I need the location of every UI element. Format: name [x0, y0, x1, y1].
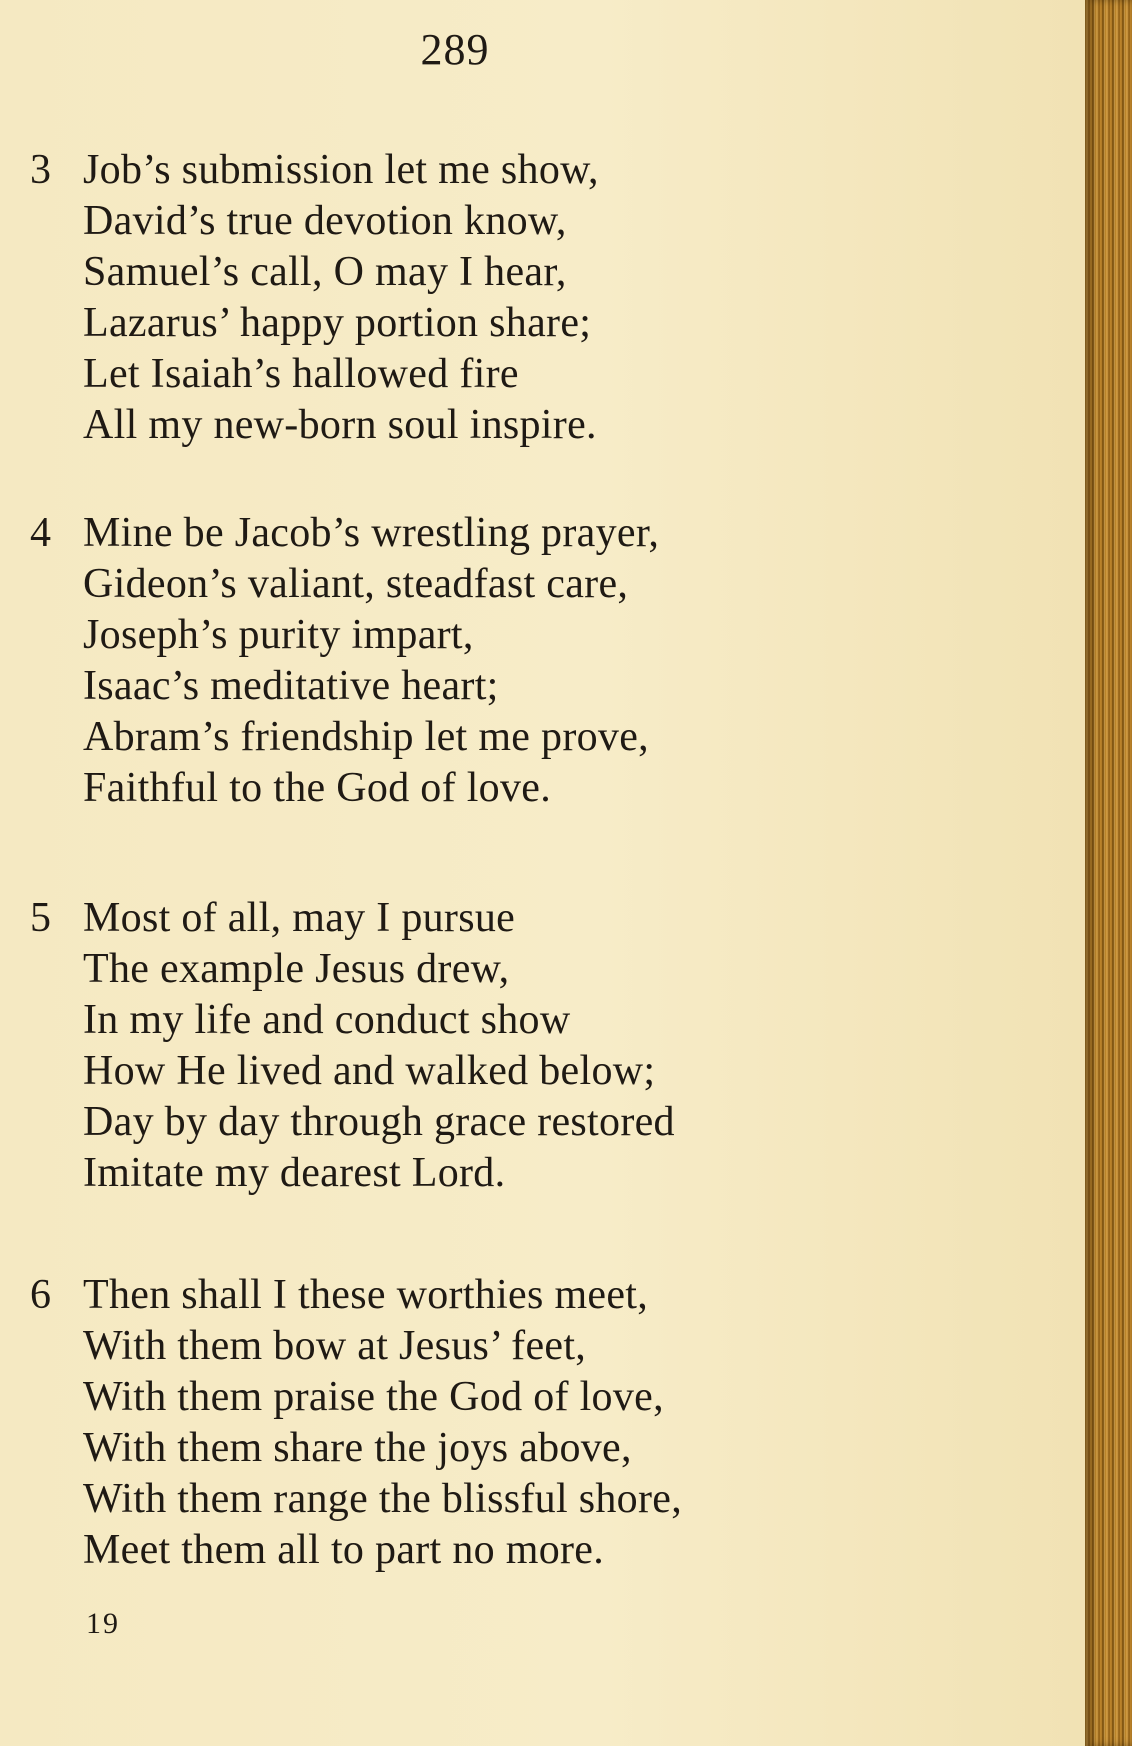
verse-line: Abram’s friendship let me prove, [83, 714, 649, 760]
verse-line: Most of all, may I pursue [83, 895, 516, 941]
verse-line: Mine be Jacob’s wrestling prayer, [83, 510, 660, 556]
verse-line: Let Isaiah’s hallowed fire [83, 351, 519, 397]
verse-lines [83, 893, 675, 1199]
verse-line: How He lived and walked below; [83, 1048, 656, 1094]
verse-line: All my new-born soul inspire. [83, 402, 597, 448]
verse-number: 4 [30, 510, 51, 556]
page-number: 289 [420, 25, 490, 74]
verse-line: The example Jesus drew, [83, 946, 510, 992]
verse-line: With them praise the God of love, [83, 1374, 664, 1420]
verse-line: Job’s submission let me show, [83, 147, 599, 193]
verse-line: Faithful to the God of love. [83, 765, 552, 811]
verse-line: Lazarus’ happy portion share; [83, 300, 592, 346]
verse-line: Gideon’s valiant, steadfast care, [83, 561, 629, 607]
verse-line: In my life and conduct show [83, 997, 571, 1043]
verse-line: Isaac’s meditative heart; [83, 663, 499, 709]
verse-line: Day by day through grace restored [83, 1099, 675, 1145]
book-page-edge [1085, 0, 1132, 1746]
verse-number: 6 [30, 1272, 51, 1318]
verse-line: David’s true devotion know, [83, 198, 567, 244]
verse-line: Imitate my dearest Lord. [83, 1150, 506, 1196]
verse-lines [83, 508, 659, 814]
verse-line: Samuel’s call, O may I hear, [83, 249, 567, 295]
verse-number: 3 [30, 147, 51, 193]
verse-line: With them bow at Jesus’ feet, [83, 1323, 587, 1369]
verse-line: With them range the blissful shore, [83, 1476, 683, 1522]
verse-number: 5 [30, 895, 51, 941]
verse-lines [83, 145, 599, 451]
verse-line: Then shall I these worthies meet, [83, 1272, 649, 1318]
signature-mark: 19 [86, 1607, 120, 1640]
verse-line: Joseph’s purity impart, [83, 612, 474, 658]
verse-line: With them share the joys above, [83, 1425, 632, 1471]
verse-lines [83, 1270, 682, 1576]
verse-line: Meet them all to part no more. [83, 1527, 605, 1573]
